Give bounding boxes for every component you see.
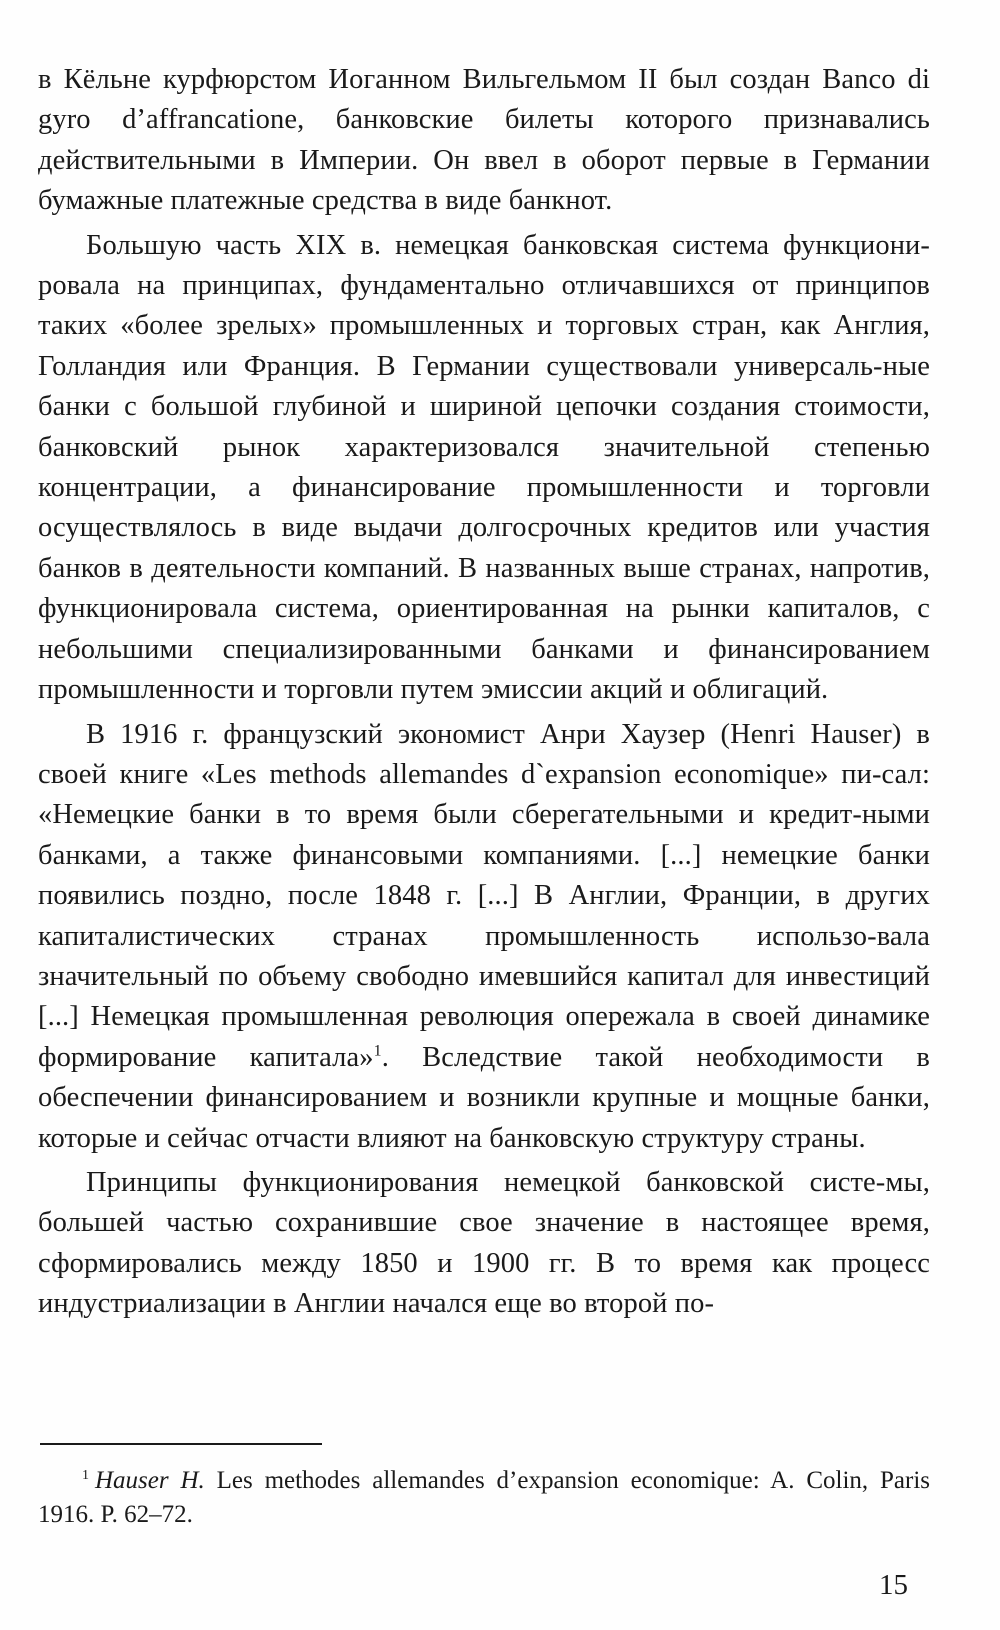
footnote-author: Hauser H.	[95, 1467, 205, 1494]
footnote-divider	[40, 1443, 322, 1445]
paragraph-3-text-before-note: В 1916 г. французский экономист Анри Хаузер (Henri Hauser) в своей книге «Les methods allemandes d`expansion economique» пи-сал: «Немецкие банки в то время были сберегательными и кредит-ными банками, а также финансовыми компаниями. [...] немецкие банки появились поздно, после 1848 г. [...] В Англии, Франции, в других капиталистических странах промышленность использо-вала значительный по объему свободно имевшийся капитал для инвестиций [...] Немецкая промышленная революция опережала в своей динамике формирование капитала»	[38, 718, 930, 1073]
main-text	[38, 60, 930, 1325]
footnote-mark: 1	[82, 1467, 89, 1483]
paragraph-2: Большую часть XIX в. немецкая банковская система функциони-ровала на принципах, фундаментально отличавшихся от принципов таких «более зрелых» промышленных и торговых стран, как Англия, Голландия или Франция. В Германии существовали универсаль-ные банки с большой глубиной и шириной цепочки создания стоимости, банковский рынок характеризовался значительной степенью концентрации, а финансирование промышленности и торговли осуществлялось в виде выдачи долгосрочных кредитов или участия банков в деятельности компаний. В названных выше странах, напротив, функционировала система, ориентированная на рынки капиталов, с небольшими специализированными банками и финансированием промышленности и торговли путем эмиссии акций и облигаций.	[38, 229, 930, 706]
paragraph-4: Принципы функционирования немецкой банковской систе-мы, большей частью сохранившие свое значение в настоящее время, сформировались между 1850 и 1900 гг. В то время как процесс индустриализации в Англии начался еще во второй по-	[38, 1166, 930, 1320]
page-number: 15	[879, 1569, 908, 1601]
paragraph-1: в Кёльне курфюрстом Иоганном Вильгельмом II был создан Banco di gyro d’affrancatione, банковские билеты которого признавались действительными в Империи. Он ввел в оборот первые в Германии бумажные платежные средства в виде банкнот.	[38, 64, 930, 217]
footnote-reference: 1	[373, 1042, 382, 1060]
paragraph-3-text-after-note: . Вследствие такой необходимости в обеспечении финансированием и возникли крупные и мощные банки, которые и сейчас отчасти влияют на банковскую структуру страны.	[38, 1041, 930, 1154]
footnote-text: Les methodes allemandes d’expansion economique: A. Colin, Paris 1916. P. 62–72.	[38, 1467, 930, 1528]
paragraph-3	[38, 715, 930, 1159]
footnote	[38, 1464, 930, 1532]
